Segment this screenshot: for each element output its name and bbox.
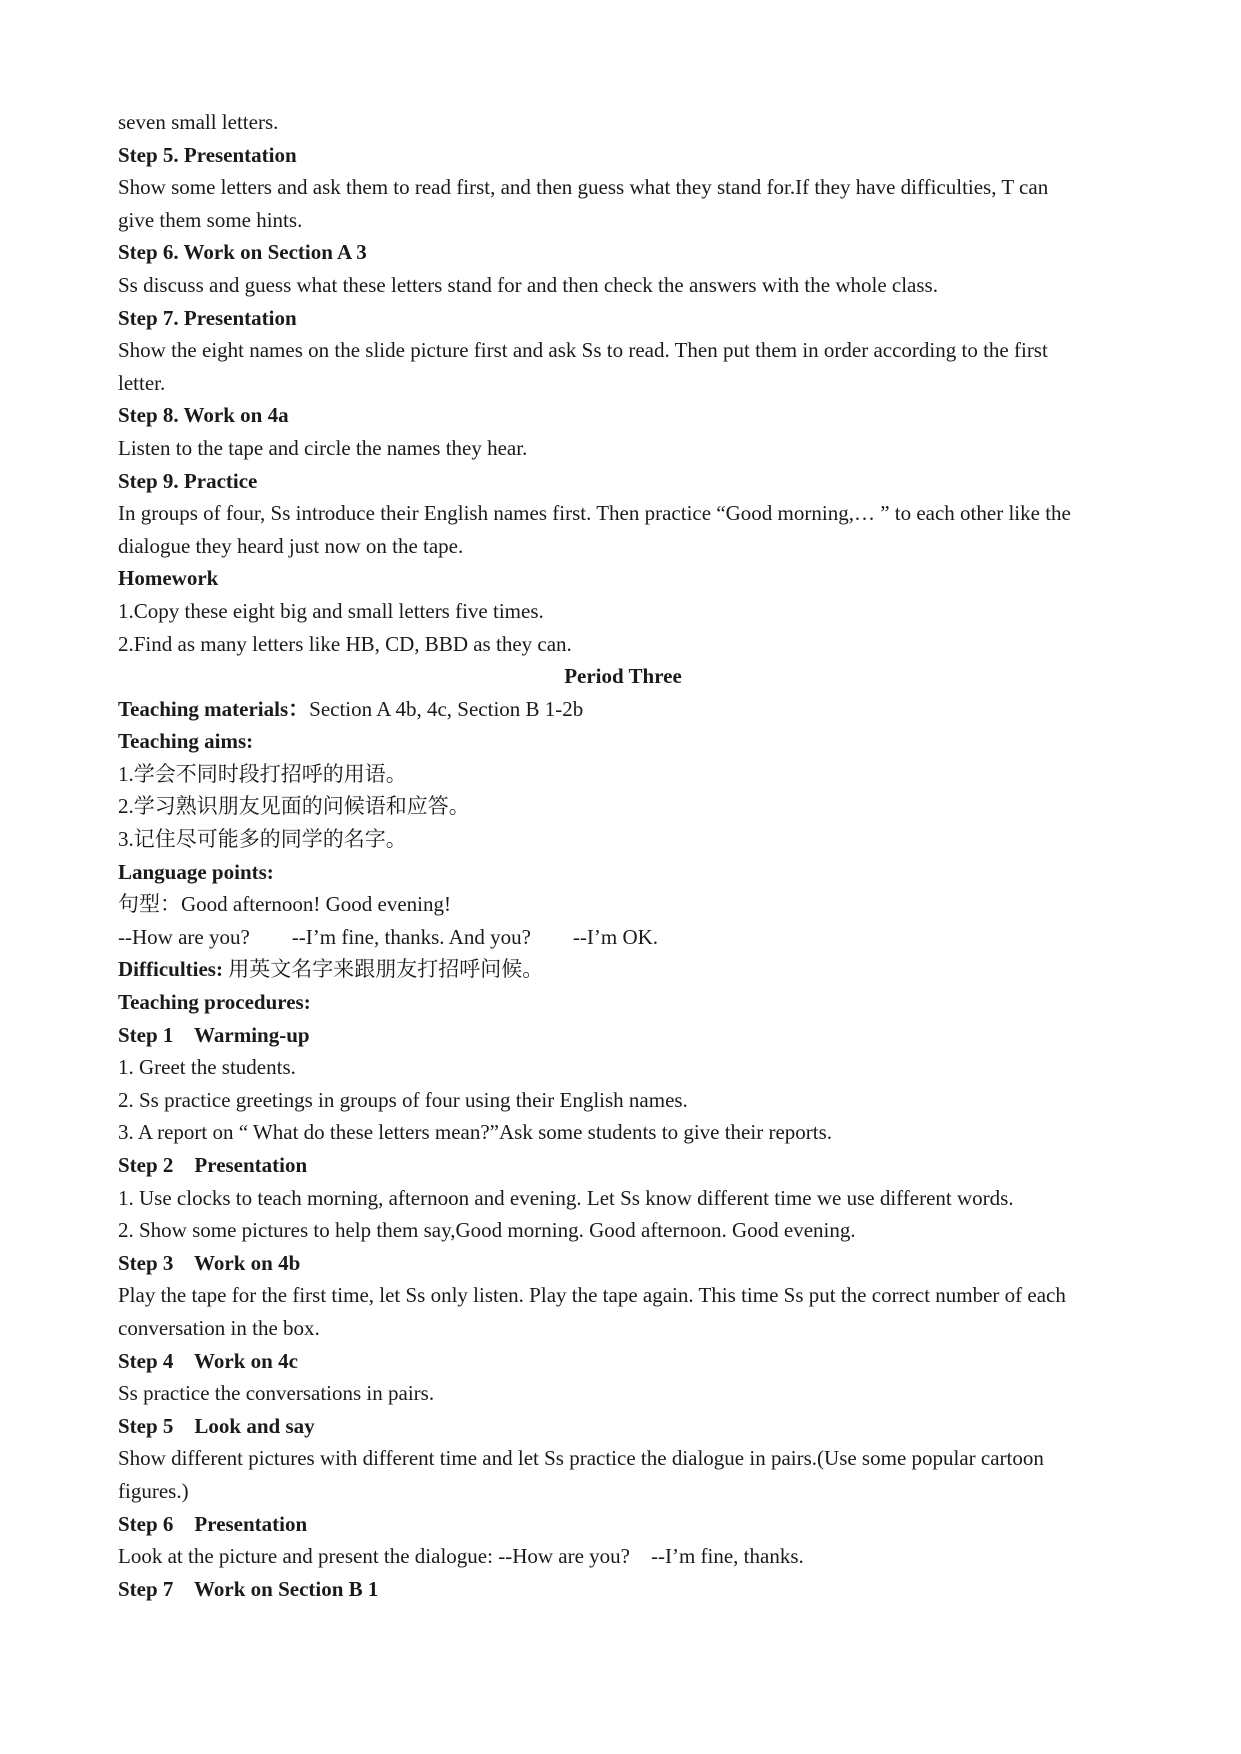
text-line: 1. Greet the students. <box>118 1055 296 1080</box>
text-line: Show the eight names on the slide picture first and ask Ss to read. Then put them in order according to the first <box>118 338 1048 363</box>
step-heading: Homework <box>118 566 219 591</box>
step-heading: Step 7. Presentation <box>118 305 297 330</box>
text-line: figures.) <box>118 1478 189 1503</box>
text-line: 2.Find as many letters like HB, CD, BBD as they can. <box>118 631 572 656</box>
text-line: conversation in the box. <box>118 1315 320 1340</box>
line-label: Teaching materials： <box>118 696 310 721</box>
step-heading: Step 7 Work on Section B 1 <box>118 1576 379 1601</box>
step-heading: Teaching procedures: <box>118 990 311 1015</box>
text-line: Ss practice the conversations in pairs. <box>118 1381 435 1406</box>
step-heading: Step 2 Presentation <box>118 1153 308 1177</box>
step-heading: Language points: <box>118 859 274 884</box>
labeled-line <box>118 693 1128 726</box>
text-line: 2. Show some pictures to help them say,Good morning. Good afternoon. Good evening. <box>118 1218 856 1243</box>
section-title: Period Three <box>564 664 682 689</box>
text-line: Show some letters and ask them to read first, and then guess what they stand for.If they have difficulties, T can <box>118 175 1049 200</box>
line-text: Section A 4b, 4c, Section B 1-2b <box>309 696 584 721</box>
text-line: Look at the picture and present the dialogue: --How are you? --I’m fine, thanks. <box>118 1544 804 1569</box>
text-line: 3. A report on “ What do these letters mean?”Ask some students to give their reports. <box>118 1120 833 1145</box>
text-line: 句型：Good afternoon! Good evening! <box>118 892 452 917</box>
step-heading: Step 6 Presentation <box>118 1511 308 1536</box>
text-line: give them some hints. <box>118 207 303 232</box>
text-line: seven small letters. <box>118 110 279 134</box>
text-line: letter. <box>118 370 166 395</box>
line-text: 用英文名字来跟朋友打招呼问候。 <box>228 957 544 982</box>
text-line: 3.记住尽可能多的同学的名字。 <box>118 827 407 852</box>
step-heading: Step 5. Presentation <box>118 142 297 167</box>
text-line: 2.学习熟识朋友见面的问候语和应答。 <box>118 794 470 819</box>
text-line: Ss discuss and guess what these letters stand for and then check the answers with the whole class. <box>118 272 938 297</box>
line-label: Difficulties: <box>118 957 229 982</box>
step-heading: Step 3 Work on 4b <box>118 1250 301 1275</box>
text-line: 1.Copy these eight big and small letters five times. <box>118 598 544 623</box>
step-heading: Step 1 Warming-up <box>118 1022 310 1047</box>
step-heading: Teaching aims: <box>118 729 254 754</box>
text-line: 1. Use clocks to teach morning, afternoon and evening. Let Ss know different time we use different words. <box>118 1185 1014 1210</box>
text-line: dialogue they heard just now on the tape. <box>118 533 464 558</box>
text-line: Listen to the tape and circle the names they hear. <box>118 435 528 460</box>
step-heading: Step 8. Work on 4a <box>118 403 289 428</box>
text-line: 1.学会不同时段打招呼的用语。 <box>118 761 407 786</box>
text-line: Show different pictures with different time and let Ss practice the dialogue in pairs.(Use some popular cartoon <box>118 1446 1044 1471</box>
text-line: --How are you? --I’m fine, thanks. And you? --I’m OK. <box>118 924 659 949</box>
text-line: In groups of four, Ss introduce their English names first. Then practice “Good morning,… ” to each other like the <box>118 501 1071 526</box>
step-heading: Step 6. Work on Section A 3 <box>118 240 367 265</box>
step-heading: Step 9. Practice <box>118 468 258 493</box>
document-page <box>118 106 1128 1605</box>
step-heading: Step 5 Look and say <box>118 1413 315 1438</box>
text-line: 2. Ss practice greetings in groups of four using their English names. <box>118 1087 688 1112</box>
text-line: Play the tape for the first time, let Ss only listen. Play the tape again. This time Ss put the correct number of each <box>118 1283 1066 1308</box>
labeled-line <box>118 953 1128 986</box>
step-heading: Step 4 Work on 4c <box>118 1348 298 1373</box>
